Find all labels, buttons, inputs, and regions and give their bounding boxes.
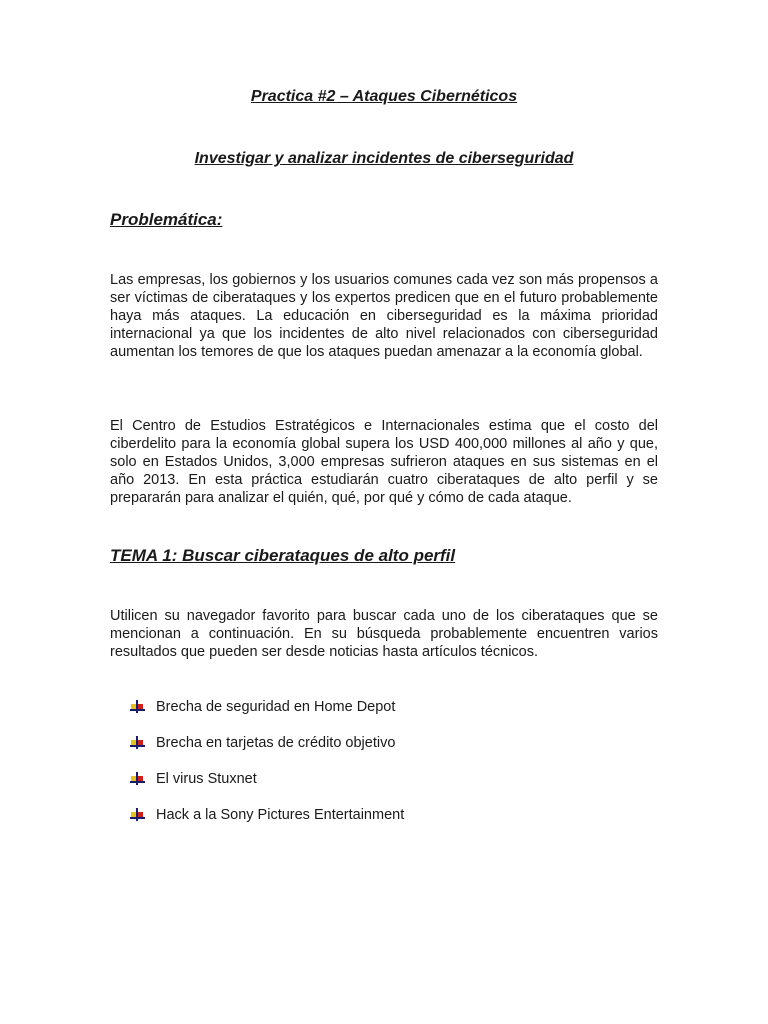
cyberattack-list: [130, 698, 404, 842]
problematica-paragraph-2: El Centro de Estudios Estratégicos e Internacionales estima que el costo del ciberdelito para la economía global supera los USD 400,000 millones al año y que, solo en Estados Unidos, 3,000 empresas sufrieron ataques en sus sistemas en el año 2013. En esta práctica estudiarán cuatro ciberataques de alto perfil y se prepararán para analizar el quién, qué, por qué y cómo de cada ataque.: [110, 418, 658, 506]
document-subtitle: Investigar y analizar incidentes de ciberseguridad: [194, 150, 574, 167]
list-item-label: Brecha en tarjetas de crédito objetivo: [156, 735, 396, 751]
bullet-icon: [130, 736, 146, 750]
tema1-heading: TEMA 1: Buscar ciberataques de alto perfil: [110, 546, 456, 565]
list-item: [130, 806, 404, 824]
list-item-label: El virus Stuxnet: [156, 771, 257, 787]
list-item-label: Brecha de seguridad en Home Depot: [156, 699, 396, 715]
list-item-label: Hack a la Sony Pictures Entertainment: [156, 807, 405, 823]
bullet-icon: [130, 808, 146, 822]
bullet-icon: [130, 700, 146, 714]
bullet-icon: [130, 772, 146, 786]
tema1-paragraph: Utilicen su navegador favorito para buscar cada uno de los ciberataques que se mencionan a continuación. En su búsqueda probablemente encuentren varios resultados que pueden ser desde noticias hasta artículos técnicos.: [110, 608, 658, 660]
document-title: Practica #2 – Ataques Cibernéticos: [250, 88, 518, 105]
list-item: [130, 770, 404, 788]
list-item: [130, 698, 404, 716]
list-item: [130, 734, 404, 752]
problematica-paragraph-1: Las empresas, los gobiernos y los usuarios comunes cada vez son más propensos a ser víctimas de ciberataques y los expertos predicen que en el futuro probablemente haya más ataques. La educación en ciberseguridad es la máxima prioridad internacional ya que los incidentes de alto nivel relacionados con ciberseguridad aumentan los temores de que los ataques puedan amenazar a la economía global.: [110, 272, 658, 360]
problematica-heading: Problemática:: [110, 210, 223, 229]
